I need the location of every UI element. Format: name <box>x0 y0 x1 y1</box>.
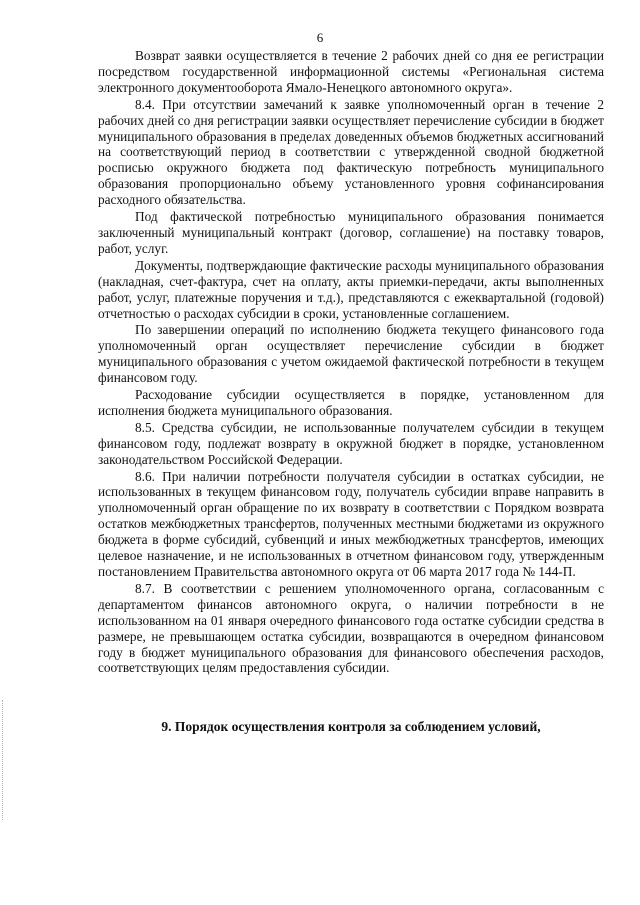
paragraph-8-4: 8.4. При отсутствии замечаний к заявке уполномоченный орган в течение 2 рабочих дней со дня регистрации заявки осуществляет перечисление субсидии в бюджет муниципального образования в пределах доведенных объемов бюджетных ассигнований на соответствующий период в соответствии с утвержденной сводной бюджетной росписью окружного бюджета под фактическую потребность муниципального образования пропорционально объему установленного уровня софинансирования расходного обязательства. <box>98 96 604 208</box>
document-body <box>98 48 604 676</box>
paragraph-8-7: 8.7. В соответствии с решением уполномоченного органа, согласованным с департаментом финансов автономного округа, о наличии потребности в не использованном на 01 января очередного финансового года остатке субсидии средства в размере, не превышающем остатка субсидии, возвращаются в очередном финансовом году в бюджет муниципального образования для финансового обеспечения расходов, соответствующих целям предоставления субсидии. <box>98 580 604 676</box>
paragraph-actual-need-definition: Под фактической потребностью муниципального образования понимается заключенный муниципальный контракт (договор, соглашение) на поставку товаров, работ, услуг. <box>98 209 604 256</box>
paragraph-spending-procedure: Расходование субсидии осуществляется в порядке, установленном для исполнения бюджета муниципального образования. <box>98 387 604 418</box>
page-number: 6 <box>316 30 324 45</box>
scan-margin-dots <box>2 700 7 820</box>
paragraph-year-end-transfer: По завершении операций по исполнению бюджета текущего финансового года уполномоченный орган осуществляет перечисление субсидии в бюджет муниципального образования с учетом ожидаемой фактической потребности в текущем финансовом году. <box>98 322 604 386</box>
section-heading: 9. Порядок осуществления контроля за соблюдением условий, <box>161 719 541 734</box>
paragraph-return-of-application: Возврат заявки осуществляется в течение 2 рабочих дней со дня ее регистрации посредством государственной информационной системы «Региональная система электронного документооборота Ямало-Ненецкого автономного округа». <box>98 48 604 95</box>
paragraph-8-6: 8.6. При наличии потребности получателя субсидии в остатках субсидии, не использованных в текущем финансовом году, получатель субсидии вправе направить в уполномоченный орган обращение по их возврату в соответствии с Порядком возврата остатков межбюджетных трансфертов, полученных местными бюджетами из окружного бюджета в форме субсидий, субвенций и иных межбюджетных трансфертов, имеющих целевое назначение, и не использованных в отчетном финансовом году, утвержденным постановлением Правительства автономного округа от 06 марта 2017 года № 144-П. <box>98 468 604 579</box>
paragraph-supporting-documents: Документы, подтверждающие фактические расходы муниципального образования (накладная, счет-фактура, счет на оплату, акты приемки-передачи, акты выполненных работ, услуг, платежные поручения и т.д.), представляются с ежеквартальной (годовой) отчетностью о расходах субсидии в сроки, установленные соглашением. <box>98 257 604 321</box>
paragraph-8-5: 8.5. Средства субсидии, не использованные получателем субсидии в текущем финансовом году, подлежат возврату в окружной бюджет в порядке, установленном законодательством Российской Федерации. <box>98 419 604 467</box>
